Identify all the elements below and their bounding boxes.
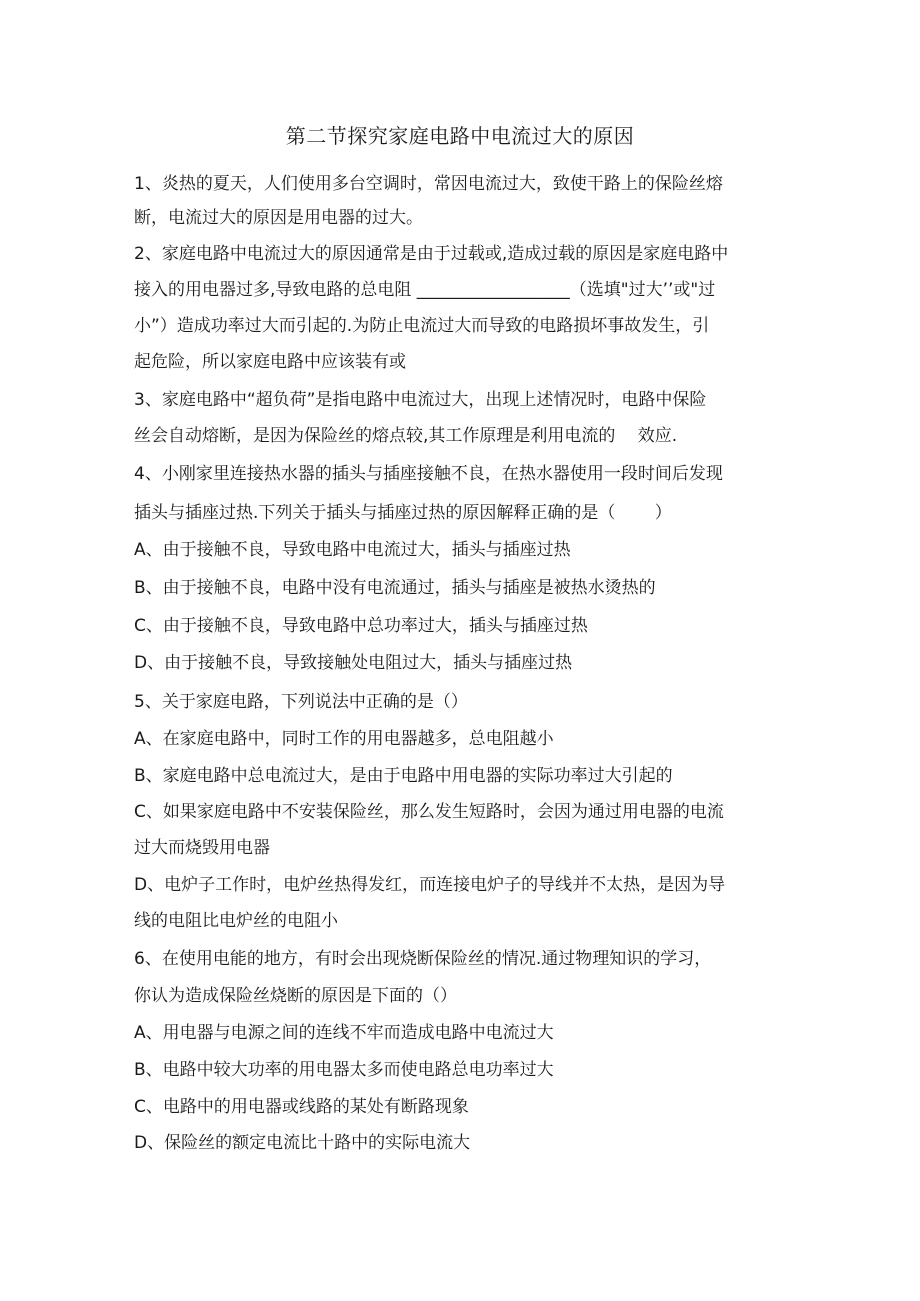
- text-line: 4、小刚家里连接热水器的插头与插座接触不良，在热水器使用一段时间后发现: [134, 464, 723, 484]
- text-line: B、家庭电路中总电流过大，是由于电路中用电器的实际功率过大引起的: [134, 766, 673, 786]
- text-line: A、在家庭电路中，同时工作的用电器越多，总电阻越小: [134, 729, 554, 749]
- text-line: C、电路中的用电器或线路的某处有断路现象: [134, 1097, 469, 1117]
- text-line: A、用电器与电源之间的连线不牢而造成电路中电流过大: [134, 1023, 554, 1043]
- text-line: 你认为造成保险丝烧断的原因是下面的（）: [134, 986, 457, 1006]
- text-line: 线的电阻比电炉丝的电阻小: [134, 911, 338, 931]
- text-line: 6、在使用电能的地方，有时会出现烧断保险丝的情况.通过物理知识的学习，: [134, 949, 712, 969]
- text-line: 3、家庭电路中“超负荷”是指电路中电流过大，出现上述情况时，电路中保险: [134, 390, 707, 410]
- text-line: 1、炎热的夏天，人们使用多台空调时，常因电流过大，致使干路上的保险丝熔: [134, 174, 723, 194]
- text-line: D、保险丝的额定电流比十路中的实际电流大: [134, 1133, 471, 1153]
- text-line: A、由于接触不良，导致电路中电流过大，插头与插座过热: [134, 540, 571, 560]
- page-title: 第二节探究家庭电路中电流过大的原因: [285, 124, 635, 148]
- text-line: 插头与插座过热.下列关于插头与插座过热的原因解释正确的是（ ）: [134, 503, 672, 523]
- text-line: 丝会自动熔断，是因为保险丝的熔点较,其工作原理是利用电流的 效应.: [134, 426, 678, 446]
- text-line: C、由于接触不良，导致电路中总功率过大，插头与插座过热: [134, 616, 588, 636]
- text-line: 5、关于家庭电路，下列说法中正确的是（）: [134, 692, 468, 712]
- text-line: D、由于接触不良，导致接触处电阻过大，插头与插座过热: [134, 653, 573, 673]
- text-line: 过大而烧毁用电器: [134, 838, 270, 858]
- text-line: 接入的用电器过多,导致电路的总电阻 __________________（选填"过大’’或"过: [134, 280, 716, 300]
- text-line: 小”）造成功率过大而引起的.为防止电流过大而导致的电路损坏事故发生，引: [134, 316, 710, 336]
- text-line: B、电路中较大功率的用电器太多而使电路总电功率过大: [134, 1060, 554, 1080]
- text-line: B、由于接触不良，电路中没有电流通过，插头与插座是被热水烫热的: [134, 578, 656, 598]
- text-line: D、电炉子工作时，电炉丝热得发红，而连接电炉子的导线并不太热，是因为导: [134, 875, 726, 895]
- text-line: 2、家庭电路中电流过大的原因通常是由于过载或,造成过载的原因是家庭电路中: [134, 244, 729, 264]
- text-line: 断，电流过大的原因是用电器的过大。: [134, 208, 423, 228]
- text-line: C、如果家庭电路中不安装保险丝，那么发生短路时，会因为通过用电器的电流: [134, 802, 724, 822]
- text-line: 起危险，所以家庭电路中应该装有或: [134, 352, 406, 372]
